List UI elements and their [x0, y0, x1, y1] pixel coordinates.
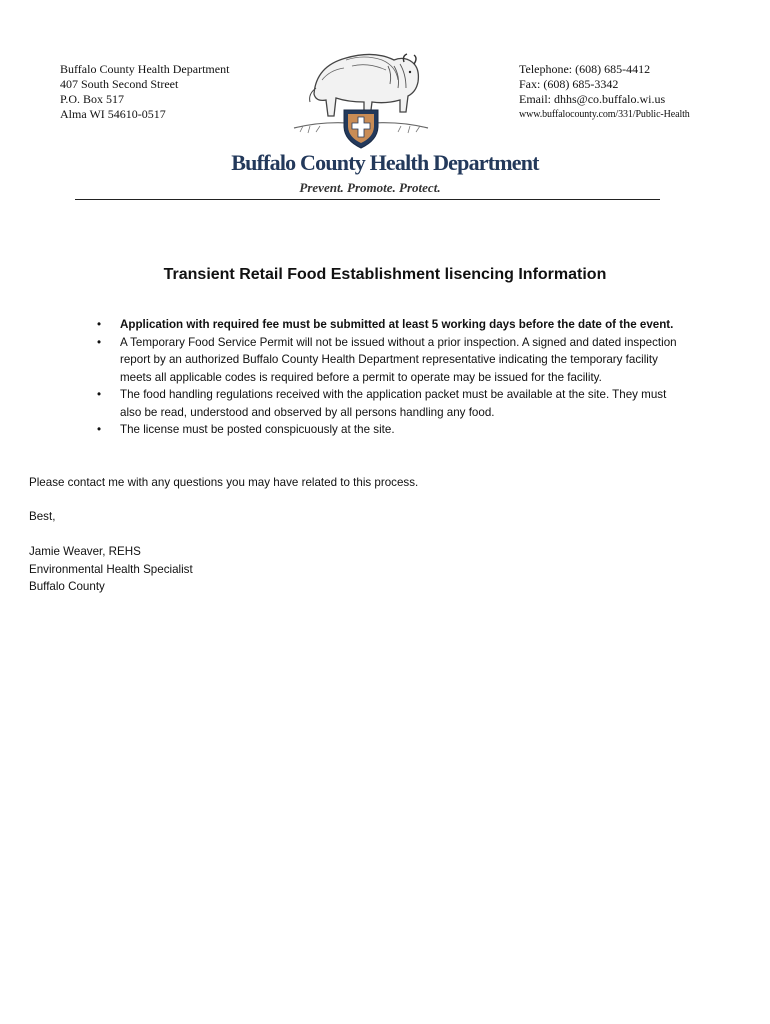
list-item [95, 386, 745, 421]
document-title: Transient Retail Food Establishment lisencing Information [163, 266, 607, 283]
header-divider [75, 199, 660, 200]
signature-block [29, 543, 193, 596]
department-contact [519, 62, 690, 122]
website-line: www.buffalocounty.com/331/Public-Health [519, 109, 690, 120]
list-item-text: meets all applicable codes is required before a permit to operate may be issued for the facility. [120, 370, 602, 384]
signature-organization: Buffalo County [29, 580, 105, 593]
list-item-text: Application with required fee must be submitted at least 5 working days before the date of the event. [120, 318, 674, 331]
signature-title: Environmental Health Specialist [29, 562, 193, 576]
list-item-text: The license must be posted conspicuously at the site. [120, 423, 395, 436]
department-address [60, 62, 229, 122]
telephone-line: Telephone: (608) 685-4412 [519, 62, 651, 76]
signature-name: Jamie Weaver, REHS [29, 545, 141, 558]
list-item-text: report by an authorized Buffalo County Health Department representative indicating the temporary facility [120, 353, 658, 366]
list-item-text: A Temporary Food Service Permit will not be issued without a prior inspection. A signed and dated inspection [120, 335, 677, 349]
list-item [95, 316, 745, 334]
organization-tagline: Prevent. Promote. Protect. [299, 180, 441, 195]
bullet-icon: • [97, 335, 102, 349]
organization-name: Buffalo County Health Department [231, 150, 539, 175]
list-item [95, 421, 745, 439]
fax-line: Fax: (608) 685-3342 [519, 77, 619, 91]
requirements-list [95, 316, 745, 439]
bullet-icon: • [97, 423, 102, 436]
address-line: Buffalo County Health Department [60, 62, 230, 76]
address-line: P.O. Box 517 [60, 92, 125, 106]
email-line: Email: dhhs@co.buffalo.wi.us [519, 92, 666, 106]
bullet-icon: • [97, 388, 102, 401]
contact-request: Please contact me with any questions you may have related to this process. [29, 476, 419, 489]
address-line: Alma WI 54610-0517 [60, 107, 166, 121]
list-item-text: The food handling regulations received with the application packet must be available at the site. They must [120, 388, 667, 401]
salutation: Best, [29, 510, 56, 523]
address-line: 407 South Second Street [60, 77, 179, 91]
list-item [95, 334, 745, 387]
list-item-text: also be read, understood and observed by all persons handling any food. [120, 405, 495, 419]
bison-with-shield-logo-icon [286, 36, 436, 154]
bullet-icon: • [97, 318, 102, 331]
